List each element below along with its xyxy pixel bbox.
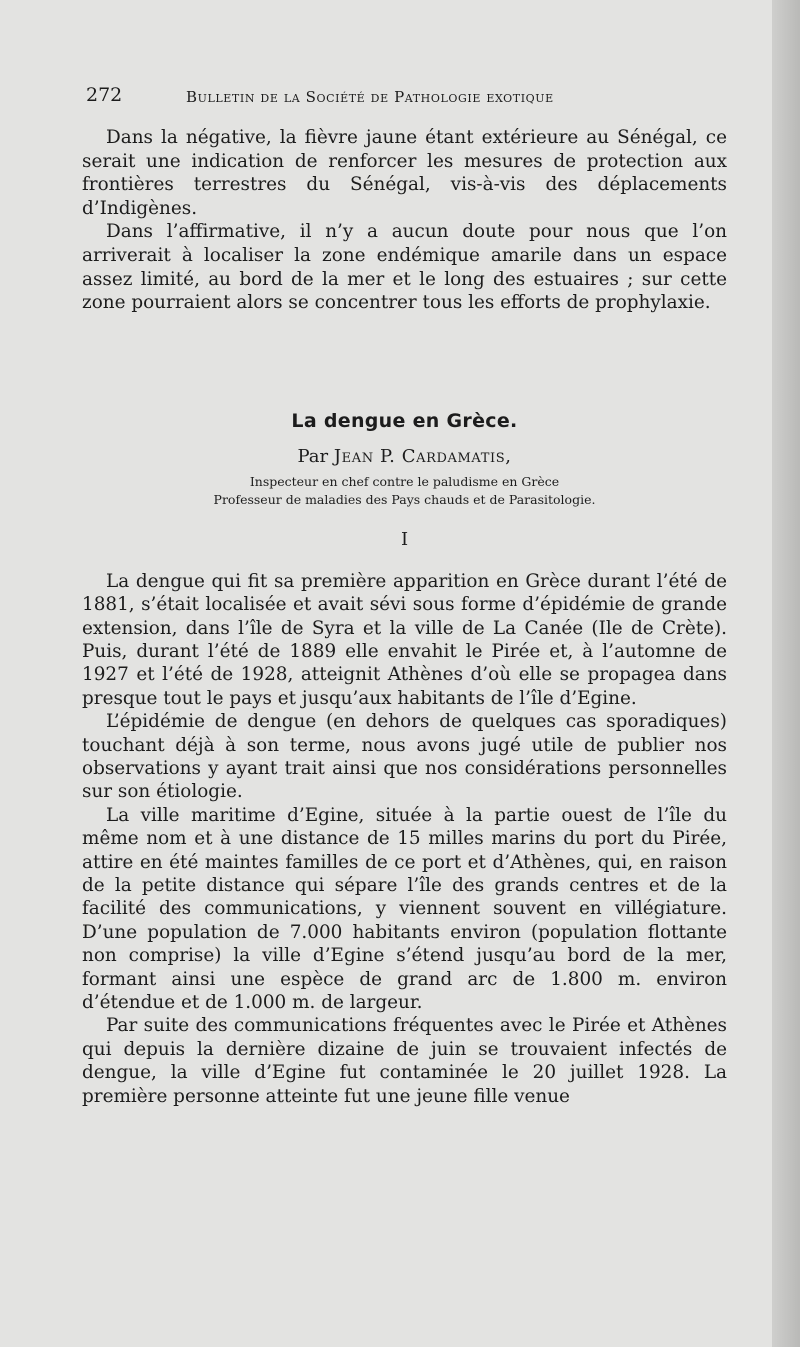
- author-prefix: Par: [297, 445, 334, 467]
- body-paragraph: L’épidémie de dengue (en dehors de quelques cas sporadiques) touchant déjà à son terme, nous avons jugé utile de publier nos observations y ayant trait ainsi que nos considérations personnelles sur son étiologie.: [82, 711, 727, 803]
- body-paragraph: La dengue qui fit sa première apparition en Grèce durant l’été de 1881, s’était localisée et avait sévi sous forme d’épidémie de grande extension, dans l’île de Syra et la ville de La Canée (Ile de Crète). Puis, durant l’été de 1889 elle envahit le Pirée et, à l’automne de 1927 et l’été de 1928, atteignit Athènes d’où elle se propagea dans presque tout le pays et jusqu’aux habitants de l’île d’Egine.: [82, 570, 727, 709]
- page-number: 272: [86, 84, 123, 106]
- body-paragraph: La ville maritime d’Egine, située à la partie ouest de l’île du même nom et à une distance de 15 milles marins du port du Pirée, attire en été maintes familles de ce port et d’Athènes, qui, en raison de la petite distance qui sépare l’île des grands centres et de la facilité des communications, y viennent souvent en villégiature. D’une population de 7.000 habitants environ (population flottante non comprise) la ville d’Egine s’étend jusqu’au bord de la mer, formant ainsi une espèce de grand arc de 1.800 m. environ d’étendue et de 1.000 m. de largeur.: [82, 804, 727, 1014]
- intro-paragraph: Dans l’affirmative, il n’y a aucun doute pour nous que l’on arriverait à localiser la zone endémique amarile dans un espace assez limité, au bord de la mer et le long des estuaires ; sur cette zone pourraient alors se concentrer tous les efforts de prophylaxie.: [82, 221, 727, 314]
- author-affiliation: [82, 473, 727, 509]
- running-title: Bulletin de la Société de Pathologie exotique: [186, 88, 554, 106]
- section-numeral: I: [400, 528, 409, 550]
- body-paragraph: Par suite des communications fréquentes avec le Pirée et Athènes qui depuis la dernière dizaine de juin se trouvaient infectés de dengue, la ville d’Egine fut contaminée le 20 juillet 1928. La première personne atteinte fut une jeune fille venue: [82, 1015, 727, 1107]
- page-header: [86, 84, 726, 112]
- intro-paragraph: Dans la négative, la fièvre jaune étant extérieure au Sénégal, ce serait une indication de renforcer les mesures de protection aux frontières terrestres du Sénégal, vis-à-vis des déplacements d’Indigènes.: [82, 127, 727, 219]
- page-content: [82, 126, 727, 1108]
- affiliation-line: Inspecteur en chef contre le paludisme en Grèce: [249, 473, 560, 489]
- page-edge: [772, 0, 800, 1347]
- affiliation-line: Professeur de maladies des Pays chauds et de Parasitologie.: [213, 491, 596, 507]
- article-title: La dengue en Grèce.: [291, 409, 518, 432]
- author-name: Jean P. Cardamatis,: [333, 445, 512, 467]
- article-author: [82, 446, 727, 467]
- article-body: [82, 570, 727, 1108]
